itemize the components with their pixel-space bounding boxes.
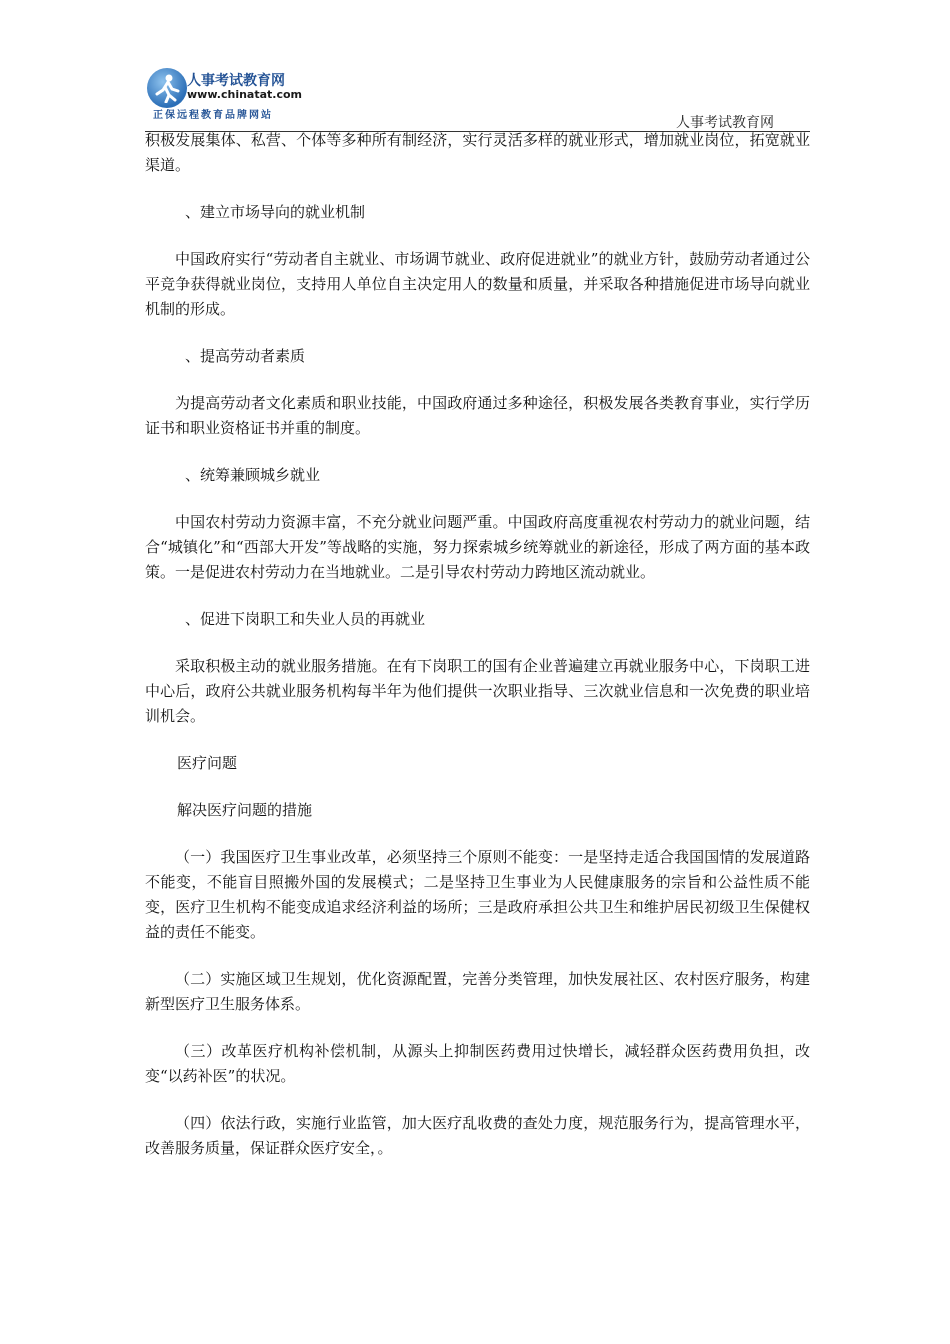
page-header — [145, 66, 810, 132]
section-heading: 、促进下岗职工和失业人员的再就业 — [185, 610, 426, 628]
body-paragraph: 中国农村劳动力资源丰富，不充分就业问题严重。中国政府高度重视农村劳动力的就业问题，结合“城镇化”和“西部大开发”等战略的实施，努力探索城乡统筹就业的新途径，形成了两方面的基本政策。一是促进农村劳动力在当地就业。二是引导农村劳动力跨地区流动就业。 — [145, 513, 810, 581]
topic-heading: 医疗问题 — [177, 754, 238, 772]
document-body — [145, 128, 810, 1161]
section-heading: 、统筹兼顾城乡就业 — [185, 466, 321, 484]
topic-heading: 解决医疗问题的措施 — [177, 801, 313, 819]
body-paragraph: （二）实施区域卫生规划，优化资源配置，完善分类管理，加快发展社区、农村医疗服务，构建新型医疗卫生服务体系。 — [145, 970, 810, 1013]
body-paragraph: 积极发展集体、私营、个体等多种所有制经济，实行灵活多样的就业形式，增加就业岗位，拓宽就业渠道。 — [145, 131, 810, 174]
body-paragraph: （三）改革医疗机构补偿机制，从源头上抑制医药费用过快增长，减轻群众医药费用负担，改变“以药补医”的状况。 — [145, 1042, 810, 1085]
logo-slogan: 正保远程教育品牌网站 — [153, 110, 273, 121]
runner-icon — [147, 68, 187, 108]
header-site-name: 人事考试教育网 — [676, 115, 774, 131]
body-paragraph: 采取积极主动的就业服务措施。在有下岗职工的国有企业普遍建立再就业服务中心，下岗职工进中心后，政府公共就业服务机构每半年为他们提供一次职业指导、三次就业信息和一次免费的职业培训机会。 — [145, 657, 810, 725]
body-paragraph: 为提高劳动者文化素质和职业技能，中国政府通过多种途径，积极发展各类教育事业，实行学历证书和职业资格证书并重的制度。 — [145, 394, 810, 437]
section-heading: 、提高劳动者素质 — [185, 347, 306, 365]
body-paragraph: 中国政府实行“劳动者自主就业、市场调节就业、政府促进就业”的就业方针，鼓励劳动者通过公平竞争获得就业岗位，支持用人单位自主决定用人的数量和质量，并采取各种措施促进市场导向就业机制的形成。 — [145, 250, 810, 318]
logo-name: 人事考试教育网 — [187, 73, 285, 89]
body-paragraph: （一）我国医疗卫生事业改革，必须坚持三个原则不能变：一是坚持走适合我国国情的发展道路不能变，不能盲目照搬外国的发展模式；二是坚持卫生事业为人民健康服务的宗旨和公益性质不能变，医疗卫生机构不能变成追求经济利益的场所；三是政府承担公共卫生和维护居民初级卫生保健权益的责任不能变。 — [145, 848, 810, 941]
logo-url: www.chinatat.com — [187, 88, 302, 101]
site-logo[interactable] — [145, 66, 305, 120]
section-heading: 、建立市场导向的就业机制 — [185, 203, 366, 221]
body-paragraph: （四）依法行政，实施行业监管，加大医疗乱收费的查处力度，规范服务行为，提高管理水平，改善服务质量，保证群众医疗安全，。 — [145, 1114, 810, 1157]
